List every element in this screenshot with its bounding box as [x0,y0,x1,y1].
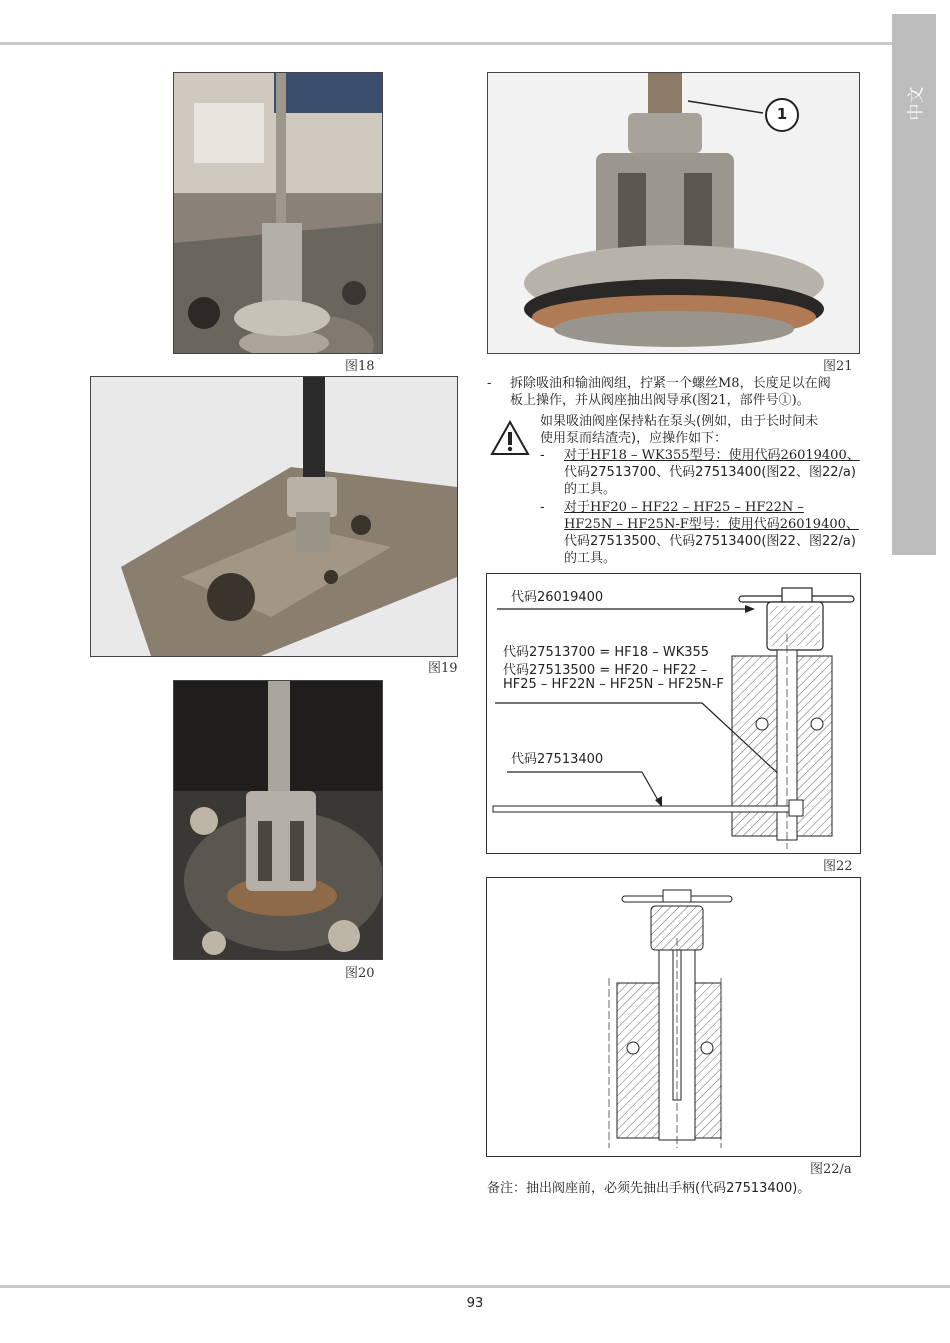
figure-22a-drawing [487,878,860,1156]
figure-18-photo [173,72,383,354]
figure-21-photo [487,72,860,354]
warning-item-2-line-1-text: 对于HF20 – HF22 – HF25 – HF22N – [564,500,804,515]
warning-item-1-line-3: 的工具。 [564,482,617,497]
warning-item-2-dash: - [540,500,545,515]
warning-item-1-line-2: 代码27513700、代码27513400(图22、图22/a) [564,465,856,480]
figure-22-diagram [486,573,861,854]
figure-18-caption: 图18 [345,359,375,374]
figure-22a-caption: 图22/a [810,1162,852,1177]
instruction-dash: - [487,376,492,391]
figure-21-image [488,73,859,353]
warning-line-1: 如果吸油阀座保持粘在泵头(例如，由于长时间未 [540,414,819,429]
warning-item-1-line-1 [564,447,860,464]
page-number: 93 [466,1296,484,1311]
figure-22a-diagram [486,877,861,1157]
note-text: 备注：抽出阀座前，必须先抽出手柄(代码27513400)。 [487,1181,811,1196]
figure-19-image [91,377,457,656]
warning-item-2-line-4: 的工具。 [564,551,617,566]
figure-19-photo [90,376,458,657]
figure-22-label-a: 代码26019400 [511,590,604,605]
figure-20-photo [173,680,383,960]
warning-item-1-dash: - [540,448,545,463]
language-tab-label: 中文 [906,86,927,121]
warning-line-2: 使用泵而结渣壳)，应操作如下： [540,431,728,446]
figure-22-label-b1: 代码27513700 = HF18 – WK355 [503,645,710,660]
figure-18-image [174,73,382,353]
figure-20-image [174,681,382,959]
warning-item-2-line-3: 代码27513500、代码27513400(图22、图22/a) [564,534,856,549]
instruction-line-1: 拆除吸油和输油阀组，拧紧一个螺丝M8，长度足以在阀 [510,376,831,391]
language-tab [892,14,936,555]
figure-22-drawing [487,574,860,853]
figure-22-caption: 图22 [823,859,853,874]
figure-20-caption: 图20 [345,966,375,981]
warning-item-2-line-2 [564,516,859,533]
bottom-rule [0,1285,950,1288]
warning-icon [490,420,530,456]
figure-22-label-c: 代码27513400 [511,752,604,767]
figure-19-caption: 图19 [428,661,458,676]
figure-22-label-b2: 代码27513500 = HF20 – HF22 – [503,663,708,678]
top-rule [0,42,892,45]
warning-item-2-line-1 [564,499,804,516]
warning-item-1-line-1-text: 对于HF18 – WK355型号：使用代码26019400、 [564,448,860,463]
figure-21-callout: 1 [776,105,788,123]
figure-21-caption: 图21 [823,359,853,374]
warning-item-2-line-2-text: HF25N – HF25N-F型号：使用代码26019400、 [564,517,859,532]
instruction-line-2: 板上操作，并从阀座抽出阀导承(图21，部件号①)。 [510,393,810,408]
figure-22-label-b3: HF25 – HF22N – HF25N – HF25N-F [503,677,724,692]
